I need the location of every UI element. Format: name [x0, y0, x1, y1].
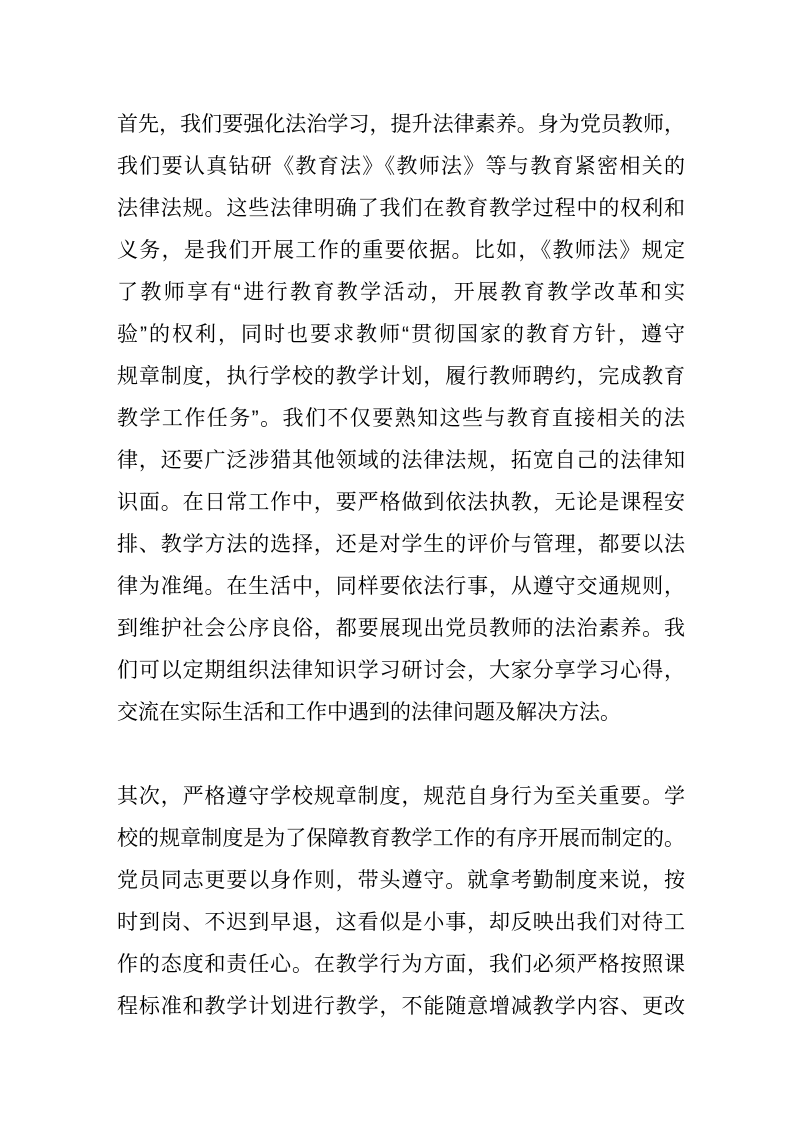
text-line: 首先，我们要强化法治学习，提升法律素养。身为党员教师， — [117, 113, 685, 136]
text-line: 律，还要广泛涉猎其他领域的法律法规，拓宽自己的法律知 — [117, 449, 685, 472]
text-line: 了教师享有“进行教育教学活动，开展教育教学改革和实 — [117, 281, 685, 304]
paragraph-1 — [117, 104, 685, 734]
text-line: 验”的权利，同时也要求教师“贯彻国家的教育方针，遵守 — [117, 323, 685, 346]
text-line: 我们要认真钻研《教育法》《教师法》等与教育紧密相关的 — [117, 155, 685, 178]
text-line: 规章制度，执行学校的教学计划，履行教师聘约，完成教育 — [117, 365, 685, 388]
text-line: 到维护社会公序良俗，都要展现出党员教师的法治素养。我 — [117, 617, 685, 640]
text-line: 程标准和教学计划进行教学，不能随意增减教学内容、更改 — [117, 995, 685, 1018]
text-line: 识面。在日常工作中，要严格做到依法执教，无论是课程安 — [117, 491, 685, 514]
paragraph-2 — [117, 776, 685, 1028]
text-line: 时到岗、不迟到早退，这看似是小事，却反映出我们对待工 — [117, 911, 685, 934]
text-line: 法律法规。这些法律明确了我们在教育教学过程中的权利和 — [117, 197, 685, 220]
text-line: 其次，严格遵守学校规章制度，规范自身行为至关重要。学 — [117, 785, 685, 808]
document-body — [117, 104, 685, 1028]
text-line: 律为准绳。在生活中，同样要依法行事，从遵守交通规则， — [117, 575, 685, 598]
text-line: 们可以定期组织法律知识学习研讨会，大家分享学习心得， — [117, 659, 685, 682]
text-line: 党员同志更要以身作则，带头遵守。就拿考勤制度来说，按 — [117, 869, 685, 892]
text-line: 排、教学方法的选择，还是对学生的评价与管理，都要以法 — [117, 533, 685, 556]
text-line: 义务，是我们开展工作的重要依据。比如，《教师法》规定 — [117, 239, 685, 262]
text-line: 交流在实际生活和工作中遇到的法律问题及解决方法。 — [117, 701, 621, 724]
text-line: 校的规章制度是为了保障教育教学工作的有序开展而制定的。 — [117, 827, 685, 850]
text-line: 作的态度和责任心。在教学行为方面，我们必须严格按照课 — [117, 953, 685, 976]
text-line: 教学工作任务”。我们不仅要熟知这些与教育直接相关的法 — [117, 407, 685, 430]
